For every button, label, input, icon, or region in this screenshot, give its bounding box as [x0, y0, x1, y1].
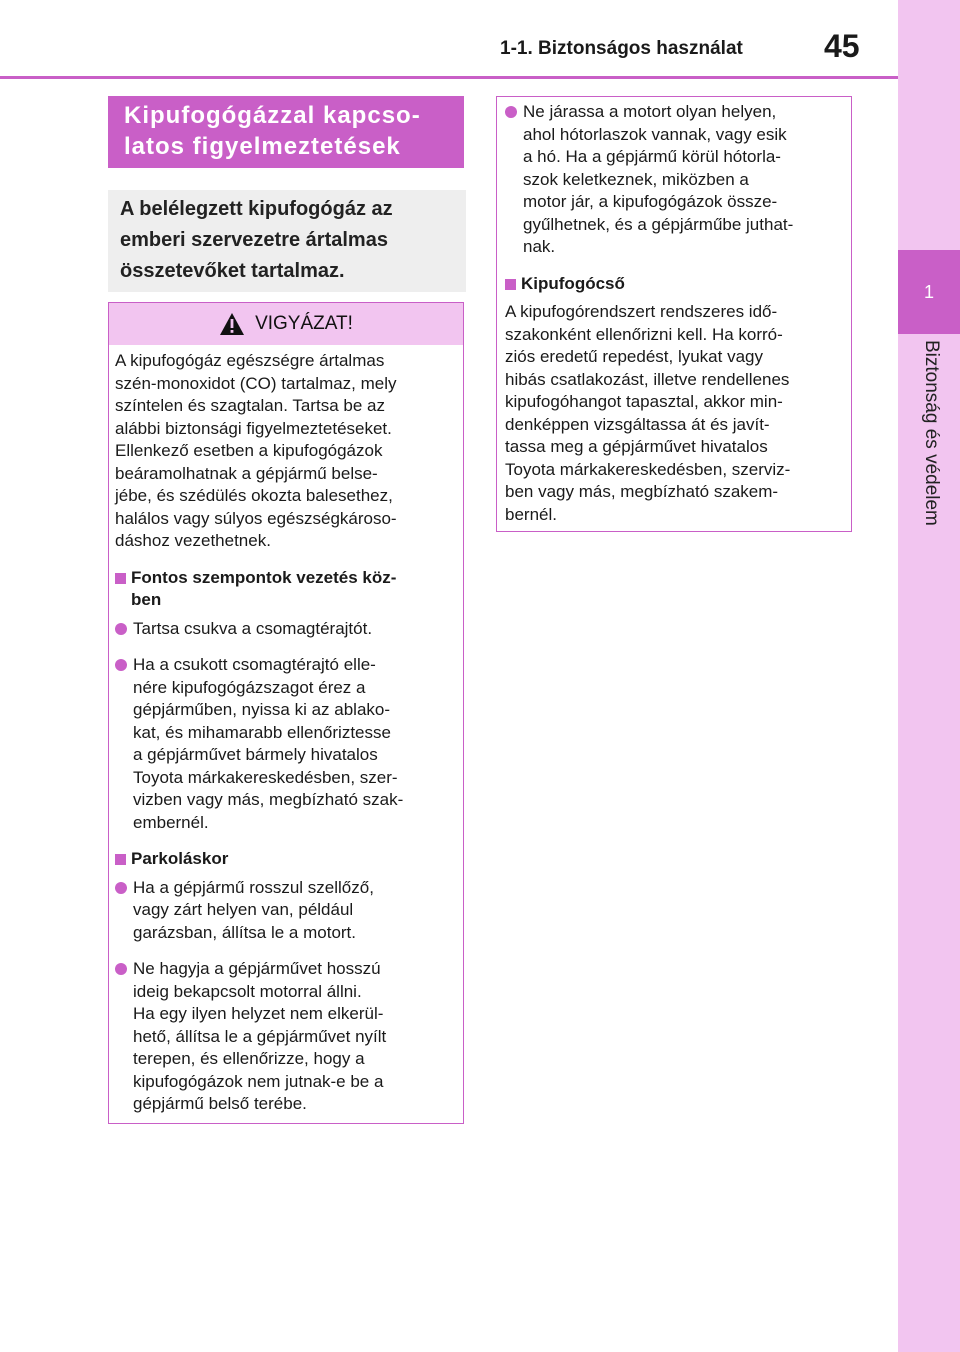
warning-line: jébe, és szédülés okozta balesethez,	[115, 486, 393, 505]
circle-bullet-icon	[115, 659, 127, 671]
list-item-line: ideig bekapcsolt motorral állni.	[133, 981, 362, 1001]
warning-title: VIGYÁZAT!	[255, 313, 353, 334]
list-item-line: kipufogógázok nem jutnak-e be a	[133, 1071, 384, 1091]
body-line: A kipufogórendszert rendszeres idő-	[505, 302, 778, 321]
section-header-title: 1-1. Biztonságos használat	[500, 38, 743, 59]
warning-intro	[115, 350, 455, 553]
list-item-line: Ha a csukott csomagtérajtó elle-	[133, 655, 376, 674]
body-line: ziós eredetű repedést, lyukat vagy	[505, 347, 763, 366]
intro-box	[108, 190, 466, 292]
body-line: denképpen vizsgáltassa át és javít-	[505, 414, 770, 434]
warning-line: színtelen és szagtalan. Tartsa be az	[115, 396, 385, 415]
warning-line: A kipufogógáz egészségre ártalmas	[115, 351, 385, 370]
subheading-parking	[115, 848, 455, 871]
square-bullet-icon	[115, 854, 126, 865]
list-item	[115, 958, 455, 1116]
list-item-line: Ne járassa a motort olyan helyen,	[523, 102, 777, 121]
list-item-line: nére kipufogógázszagot érez a	[133, 677, 366, 697]
header-rule	[0, 76, 898, 79]
warning-line: alábbi biztonsági figyelmeztetéseket.	[115, 418, 392, 438]
chapter-label: Biztonság és védelem	[921, 340, 942, 526]
circle-bullet-icon	[505, 106, 517, 118]
exhaust-pipe-text	[505, 301, 843, 526]
warning-line: beáramolhatnak a gépjármű belse-	[115, 463, 378, 483]
subheading-exhaust-pipe	[505, 273, 843, 296]
list-item-line: garázsban, állítsa le a motort.	[133, 922, 357, 942]
circle-bullet-icon	[115, 963, 127, 975]
chapter-number[interactable]: 1	[898, 250, 960, 334]
list-item-line: gyűlhetnek, és a gépjárműbe juthat-	[523, 214, 794, 234]
subheading-driving	[115, 567, 455, 612]
body-line: Toyota márkakereskedésben, szerviz-	[505, 459, 791, 479]
list-item-line: a gépjárművet bármely hivatalos	[133, 745, 378, 764]
list-item-line: hető, állítsa le a gépjárművet nyílt	[133, 1026, 387, 1046]
square-bullet-icon	[505, 279, 516, 290]
body-line: tassa meg a gépjárművet hivatalos	[505, 437, 768, 456]
list-item-line: a hó. Ha a gépjármű körül hótorla-	[523, 147, 781, 166]
list-item-line: Toyota márkakereskedésben, szer-	[133, 767, 398, 787]
intro-line: A belélegzett kipufogógáz az	[120, 198, 393, 220]
list-item-line: embernél.	[133, 812, 209, 832]
list-item-line: nak.	[523, 237, 556, 256]
warning-triangle-icon	[219, 312, 245, 336]
warning-box	[108, 302, 464, 1124]
body-line: kipufogóhangot tapasztal, akkor min-	[505, 392, 783, 411]
list-item-line: terepen, és ellenőrizze, hogy a	[133, 1049, 365, 1068]
list-item	[115, 654, 455, 834]
list-item-line: ahol hótorlaszok vannak, vagy esik	[523, 124, 787, 144]
list-item-line: vizben vagy más, megbízható szak-	[133, 790, 404, 809]
list-item	[115, 618, 455, 641]
list-item-line: kat, és mihamarabb ellenőriztesse	[133, 722, 391, 742]
list-item-line: motor jár, a kipufogógázok össze-	[523, 192, 778, 211]
subheading-line: Fontos szempontok vezetés köz-	[131, 567, 397, 587]
warning-header	[109, 303, 463, 345]
list-item-line: vagy zárt helyen van, például	[133, 900, 354, 919]
warning-line: dáshoz vezethetnek.	[115, 531, 271, 550]
body-line: szakonként ellenőrizni kell. Ha korró-	[505, 324, 783, 344]
warning-line: szén-monoxidot (CO) tartalmaz, mely	[115, 373, 397, 393]
circle-bullet-icon	[115, 882, 127, 894]
circle-bullet-icon	[115, 623, 127, 635]
page-number: 45	[824, 28, 860, 64]
body-line: bernél.	[505, 504, 557, 524]
square-bullet-icon	[115, 573, 126, 584]
body-line: hibás csatlakozást, illetve rendellenes	[505, 369, 790, 389]
list-item-line: gépjárműben, nyissa ki az ablako-	[133, 700, 391, 719]
section-heading-line: Kipufogógázzal kapcso-	[124, 102, 421, 129]
chapter-side-tab	[898, 0, 960, 1352]
section-heading-line: latos figyelmeztetések	[124, 133, 401, 160]
list-item-line: Tartsa csukva a csomagtérajtót.	[133, 618, 373, 638]
warning-body	[109, 345, 463, 1116]
list-item-line: gépjármű belső terébe.	[133, 1094, 307, 1113]
list-item	[505, 101, 843, 259]
intro-line: emberi szervezetre ártalmas	[120, 229, 388, 251]
list-item-line: Ne hagyja a gépjárművet hosszú	[133, 959, 381, 978]
subheading-line: Parkoláskor	[131, 849, 229, 868]
warning-line: Ellenkező esetben a kipufogógázok	[115, 441, 383, 460]
list-item	[115, 877, 455, 945]
section-heading	[108, 96, 464, 168]
subheading-line: ben	[131, 590, 162, 609]
list-item-line: szok keletkeznek, miközben a	[523, 169, 749, 189]
warning-line: halálos vagy súlyos egészségkároso-	[115, 508, 397, 528]
list-item-line: Ha a gépjármű rosszul szellőző,	[133, 877, 374, 897]
list-item-line: Ha egy ilyen helyzet nem elkerül-	[133, 1004, 384, 1023]
warning-continuation-box	[496, 96, 852, 532]
body-line: ben vagy más, megbízható szakem-	[505, 482, 779, 501]
intro-line: összetevőket tartalmaz.	[120, 260, 345, 282]
subheading-line: Kipufogócső	[521, 273, 625, 293]
